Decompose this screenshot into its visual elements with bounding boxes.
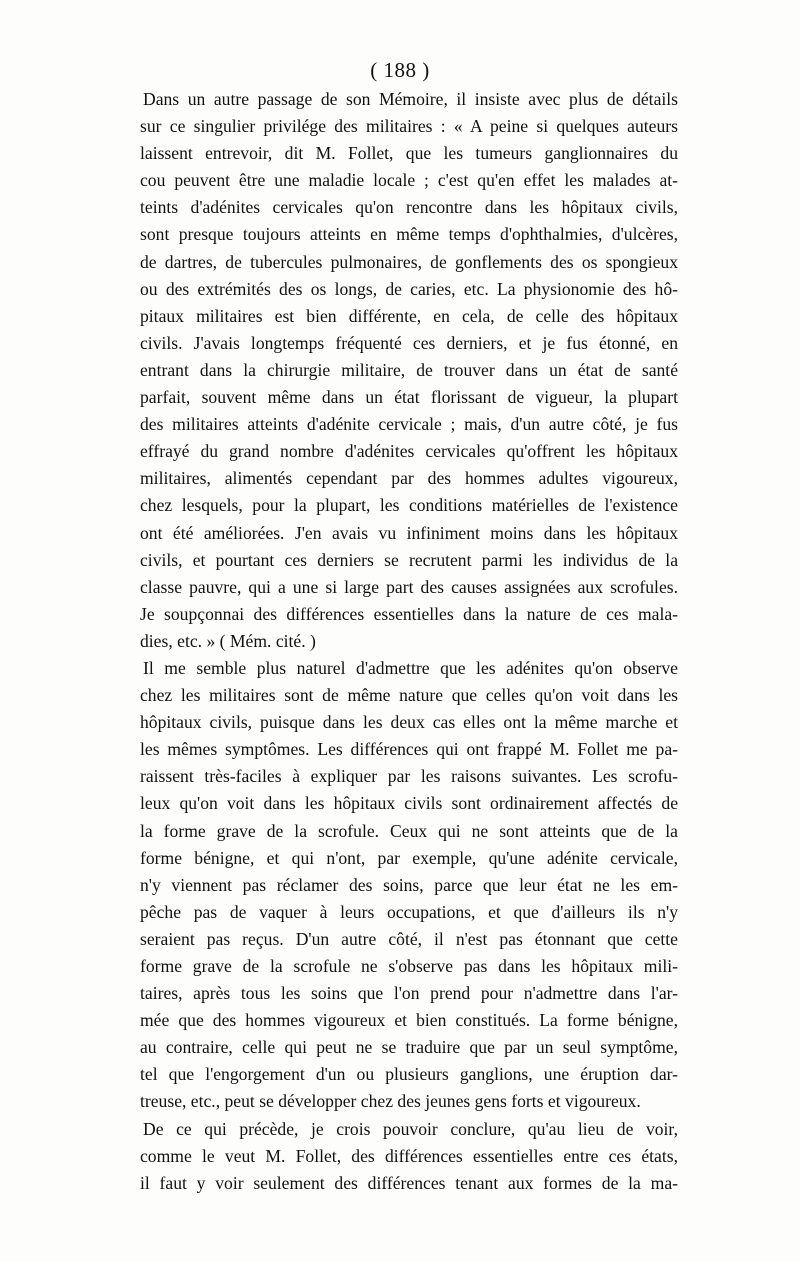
text-line: sont presque toujours atteints en même temps d'ophthalmies, d'ulcères,	[140, 224, 678, 245]
text-line: ou des extrémités des os longs, de caries, etc. La physionomie des hô-	[140, 278, 678, 299]
body-text	[140, 86, 678, 1197]
text-line: des militaires atteints d'adénite cervicale ; mais, d'un autre côté, je fus	[140, 414, 678, 435]
text-line: laissent entrevoir, dit M. Follet, que les tumeurs ganglionnaires du	[140, 143, 678, 164]
text-line: Dans un autre passage de son Mémoire, il insiste avec plus de détails	[143, 89, 678, 109]
text-line: Il me semble plus naturel d'admettre que les adénites qu'on observe	[143, 657, 678, 678]
text-line: hôpitaux civils, puisque dans les deux cas elles ont la même marche et	[140, 712, 678, 733]
text-line: taires, après tous les soins que l'on prend pour n'admettre dans l'ar-	[140, 983, 678, 1004]
text-line: parfait, souvent même dans un état florissant de vigueur, la plupart	[140, 387, 678, 408]
text-line: pitaux militaires est bien différente, en cela, de celle des hôpitaux	[140, 305, 678, 326]
text-line: treuse, etc., peut se développer chez des jeunes gens forts et vigoureux.	[140, 1091, 641, 1112]
text-line: mée que des hommes vigoureux et bien constitués. La forme bénigne,	[140, 1010, 678, 1031]
text-line: ont été améliorées. J'en avais vu infiniment moins dans les hôpitaux	[140, 522, 678, 543]
text-line: tel que l'engorgement d'un ou plusieurs ganglions, une éruption dar-	[140, 1064, 678, 1085]
text-line: chez lesquels, pour la plupart, les conditions matérielles de l'existence	[140, 495, 678, 516]
text-line: la forme grave de la scrofule. Ceux qui ne sont atteints que de la	[140, 820, 678, 841]
text-line: forme bénigne, et qui n'ont, par exemple, qu'une adénite cervicale,	[140, 847, 678, 868]
text-line: forme grave de la scrofule ne s'observe pas dans les hôpitaux mili-	[140, 956, 678, 976]
text-line: de dartres, de tubercules pulmonaires, de gonflements des os spongieux	[140, 251, 678, 272]
text-line: cou peuvent être une maladie locale ; c'est qu'en effet les malades at-	[140, 170, 678, 191]
text-line: civils, et pourtant ces derniers se recrutent parmi les individus de la	[140, 549, 678, 570]
text-line: les mêmes symptômes. Les différences qui ont frappé M. Follet me pa-	[140, 739, 678, 760]
text-line: n'y viennent pas réclamer des soins, parce que leur état ne les em-	[140, 874, 678, 895]
text-line: leux qu'on voit dans les hôpitaux civils sont ordinairement affectés de	[140, 793, 678, 814]
paragraph	[140, 86, 678, 655]
text-line: sur ce singulier privilége des militaires : « A peine si quelques auteurs	[140, 116, 678, 137]
text-line: comme le veut M. Follet, des différences essentielles entre ces états,	[140, 1145, 678, 1166]
text-line: classe pauvre, qui a une si large part des causes assignées aux scrofules.	[140, 576, 678, 597]
text-line: il faut y voir seulement des différences tenant aux formes de la ma-	[140, 1172, 678, 1193]
text-line: militaires, alimentés cependant par des hommes adultes vigoureux,	[140, 468, 678, 489]
text-line: entrant dans la chirurgie militaire, de trouver dans un état de santé	[140, 359, 678, 380]
text-line: civils. J'avais longtemps fréquenté ces derniers, et je fus étonné, en	[140, 332, 678, 353]
paragraph	[140, 655, 678, 1116]
text-line: De ce qui précède, je crois pouvoir conclure, qu'au lieu de voir,	[143, 1118, 678, 1139]
paragraph	[140, 1116, 678, 1197]
text-line: teints d'adénites cervicales qu'on rencontre dans les hôpitaux civils,	[140, 197, 678, 218]
text-line: pêche pas de vaquer à leurs occupations, et que d'ailleurs ils n'y	[140, 901, 678, 922]
page-number: ( 188 )	[370, 58, 430, 82]
text-line: chez les militaires sont de même nature que celles qu'on voit dans les	[140, 685, 678, 706]
text-line: au contraire, celle qui peut ne se traduire que par un seul symptôme,	[140, 1037, 678, 1058]
text-line: Je soupçonnai des différences essentielles dans la nature de ces mala-	[140, 603, 678, 624]
text-line: raissent très-faciles à expliquer par les raisons suivantes. Les scrofu-	[140, 766, 678, 787]
text-line: dies, etc. » ( Mém. cité. )	[140, 630, 316, 651]
text-line: seraient pas reçus. D'un autre côté, il n'est pas étonnant que cette	[140, 928, 678, 949]
text-line: effrayé du grand nombre d'adénites cervicales qu'offrent les hôpitaux	[140, 441, 678, 462]
